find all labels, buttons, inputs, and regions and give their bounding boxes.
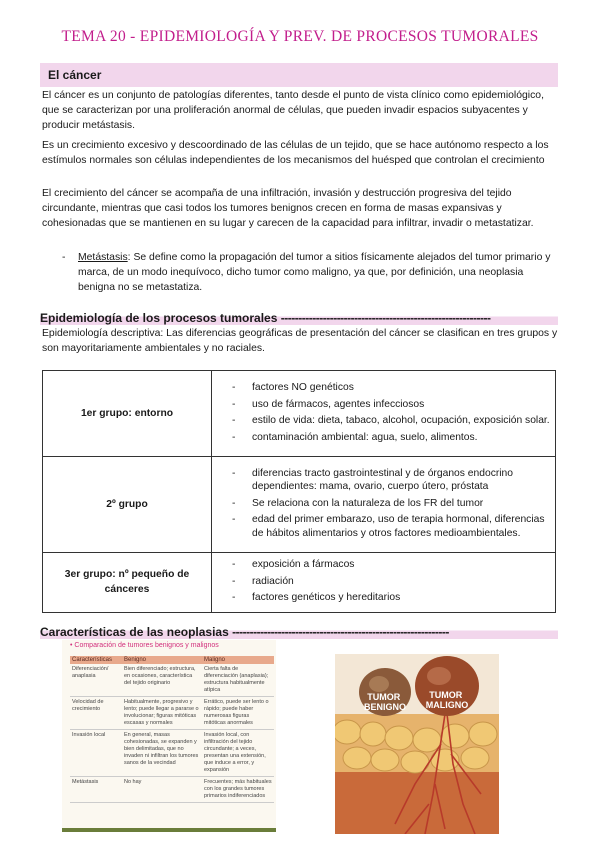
list-item: - uso de fármacos, agentes infecciosos [232,398,555,412]
list-item: - factores genéticos y hereditarios [232,591,555,605]
table-cell: Bien diferenciado; estructura, en ocasiones, característica del tejido originario [122,664,202,697]
table-cell: Diferenciación/ anaplasia [70,664,122,697]
table-row [70,730,274,777]
groups-table [42,370,556,613]
term-metastasis: Metástasis [78,252,128,263]
section-heading-neoplasms [40,625,558,639]
list-item: - radiación [232,575,555,589]
page-title: TEMA 20 - EPIDEMIOLOGÍA Y PREV. DE PROCESOS TUMORALES [61,28,539,45]
tumor-illustration [335,654,499,834]
table-cell: Frecuentes; más habituales con los grandes tumores primarios indiferenciados [202,777,274,803]
table-cell: Errático, puede ser lento o rápido; puede haber numerosas figuras mitóticas anormales [202,697,274,730]
table-cell: Habitualmente, progresivo y lento; puede llegar a pararse o involucionar; figuras mitóticas escasas y normales [122,697,202,730]
table-cell: Invasión local [70,730,122,777]
section-heading-cancer [40,63,558,87]
table-row [70,777,274,803]
table-cell: Velocidad de crecimiento [70,697,122,730]
list-item: - edad del primer embarazo, uso de terapia hormonal, diferencias de hábitos alimentarios y otros factores medioambientales. [232,513,555,540]
heading-dashes: -------------------------------------------------------------- [232,625,449,639]
table-row [70,664,274,697]
table-cell: En general, masas cohesionadas, se expanden y bien delimitadas, que no invaden ni infiltran los tumores sanos de la vecindad [122,730,202,777]
comparison-caption: • Comparación de tumores benignos y malignos [70,642,219,649]
svg-text:TUMOR BENIGNO: TUMOR BENIGNO [363,692,407,712]
list-item: - diferencias tracto gastrointestinal y de órganos endocrino dependientes: mama, ovario, cuerpo útero, próstata [232,467,555,494]
group-name: 1er grupo: entorno [43,371,212,457]
bullet-dash: - [62,252,66,263]
list-item: - Se relaciona con la naturaleza de los FR del tumor [232,497,555,511]
table-cell: No hay [122,777,202,803]
tumor-illustration-svg [335,654,499,834]
column-header: Benigno [122,656,202,664]
table-row [70,697,274,730]
paragraph-infiltration: El crecimiento del cáncer se acompaña de una infiltración, invasión y destrucción progresiva del tejido circundante, mientras que casi todos los tumores benignos crecen en forma de masas expansivas y cohesionadas que se mantienen en su lugar y carecen de la capacidad para infiltrar, invadir o metastatizar. [42,188,534,229]
bullet-metastasis [62,250,558,295]
comparison-table-image [62,640,276,832]
paragraph-definition: El cáncer es un conjunto de patologías diferentes, tanto desde el punto de vista clínico como epidemiológico, que se caracterizan por una proliferación anormal de células, que pueden invadir espacios subyacentes y producir metástasis. [42,90,544,131]
list-item: - estilo de vida: dieta, tabaco, alcohol, ocupación, exposición solar. [232,414,555,428]
table-row [43,371,556,457]
comparison-table [70,656,274,803]
malignant-label: TUMOR [429,690,463,700]
section-heading-text: Epidemiología de los procesos tumorales [40,311,278,325]
table-cell: Cierta falta de diferenciación (anaplasia); estructura habitualmente atípica [202,664,274,697]
group-name: 3er grupo: nº pequeño de cánceres [43,553,212,613]
metastasis-definition: : Se define como la propagación del tumor a sitios físicamente alejados del tumor primario y marca, de un modo inequívoco, dicho tumor como maligno, ya que, por definición, una neoplasia benigna no se metastatiza. [78,252,551,293]
column-header: Características [70,656,122,664]
column-header: Maligno [202,656,274,664]
paragraph-descriptive: Epidemiología descriptiva: Las diferencias geográficas de presentación del cáncer se clasifican en tres grupos y son mayoritariamente ambientales y no raciales. [42,328,558,354]
svg-text:TUMOR MALIGNO: TUMOR MALIGNO [425,690,469,710]
section-heading-epidemiology [40,311,558,325]
list-item: - exposición a fármacos [232,558,555,572]
list-item: - contaminación ambiental: agua, suelo, alimentos. [232,431,555,445]
benign-label: TUMOR [367,692,401,702]
section-heading-text: Características de las neoplasias [40,625,229,639]
group-name: 2º grupo [43,457,212,553]
table-cell: Invasión local, con infiltración del tejido circundante; a veces, presentan una extensión, que induce a error, y expansión [202,730,274,777]
section-heading-text: El cáncer [48,68,102,82]
table-row [43,553,556,613]
table-cell: Metástasis [70,777,122,803]
heading-dashes: ------------------------------------------------------------ [280,311,491,325]
image-bottom-bar [62,828,276,832]
paragraph-growth: Es un crecimiento excesivo y descoordinado de las células de un tejido, que se hace autónomo respecto a los estímulos normales son células independientes de los mecanismos del huésped que controlan el crecimiento [42,140,549,166]
list-item: - factores NO genéticos [232,381,555,395]
table-row [43,457,556,553]
